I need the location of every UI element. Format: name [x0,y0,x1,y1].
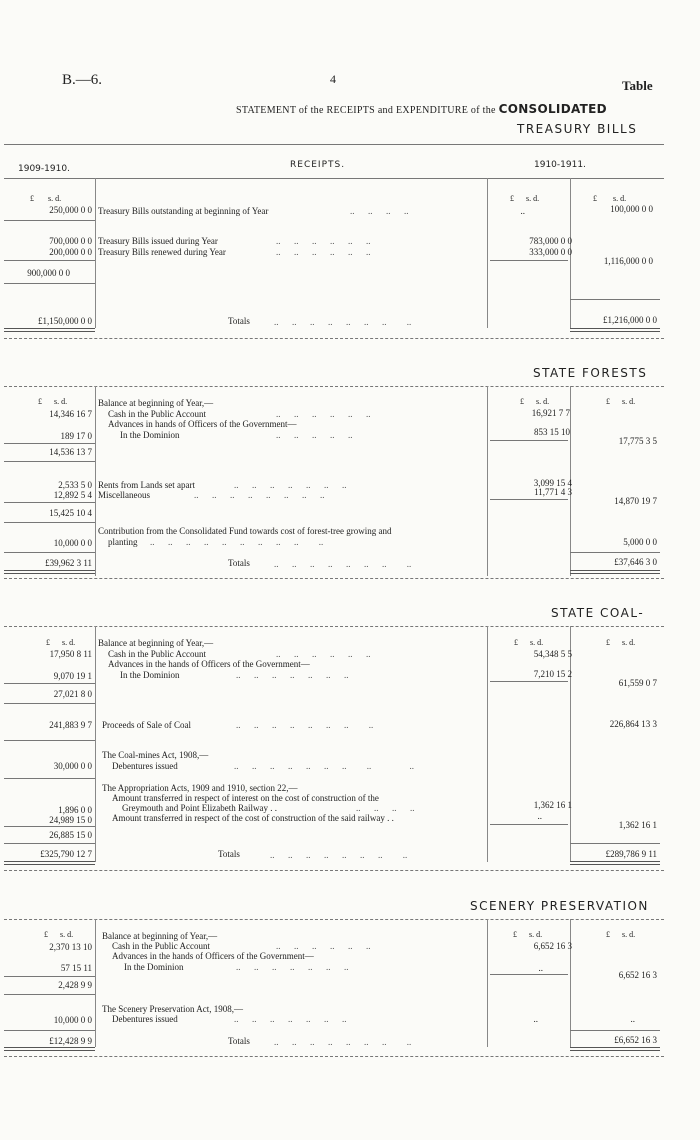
coal-dominion-label: In the Dominion [120,670,180,680]
forests-advances-label: Advances in hands of Officers of the Government— [108,419,297,429]
treasury-outstanding-sub: .. [520,206,525,216]
unit-total: £ s. d. [593,194,627,203]
treasury-outstanding-label: Treasury Bills outstanding at beginning of Year [98,206,269,216]
col-year-right: 1910-1911. [534,160,586,170]
scenery-totals-label: Totals [228,1036,250,1046]
treasury-totals-left: £1,150,000 0 0 [38,316,92,326]
coal-dominion-left: 9,070 19 1 [53,671,92,681]
scenery-cash-sub: 6,652 16 3 [533,941,572,951]
scenery-debentures-sub: .. [533,1014,538,1024]
treasury-renewed-left: 200,000 0 0 [49,247,92,257]
forests-contrib-label: Contribution from the Consolidated Fund towards cost of forest-tree growing and [98,526,392,536]
scenery-totals-left: £12,428 9 9 [49,1036,92,1046]
forests-totals-right: £37,646 3 0 [614,557,657,567]
scenery-balance-total: 6,652 16 3 [618,970,657,980]
coal-amt2-sub: .. [537,811,542,821]
scenery-dominion-label: In the Dominion [124,962,184,972]
statement-title [236,102,607,116]
coal-debentures-label: Debentures issued [112,761,178,771]
scenery-advances-label: Advances in the hands of Officers of the Government— [112,951,314,961]
coal-approp-total: 1,362 16 1 [618,820,657,830]
forests-rents-left: 2,533 5 0 [58,480,92,490]
forests-totals-label: Totals [228,558,250,568]
col-year-left: 1909-1910. [18,164,70,174]
forests-dominion-sub: 853 15 10 [534,427,570,437]
coal-debentures-left: 30,000 0 0 [53,761,92,771]
coal-balance-left-total: 27,021 8 0 [53,689,92,699]
forests-rents-total: 14,870 19 7 [614,496,657,506]
coal-balance-total: 61,559 0 7 [618,678,657,688]
coal-sale-label: Proceeds of Sale of Coal [102,720,191,730]
treasury-issued-label: Treasury Bills issued during Year [98,236,218,246]
forests-totals-left: £39,962 3 11 [45,558,92,568]
treasury-renewed-label: Treasury Bills renewed during Year [98,247,226,257]
forests-misc-label: Miscellaneous [98,490,150,500]
coal-amt1-left: 1,896 0 0 [58,805,92,815]
coal-approp-label: The Appropriation Acts, 1909 and 1910, section 22,— [102,783,298,793]
col-receipts: RECEIPTS. [290,160,346,170]
scenery-heading: SCENERY PRESERVATION [470,899,649,913]
treasury-issued-sub: 783,000 0 0 [529,236,572,246]
coal-totals-right: £289,786 9 11 [605,849,657,859]
treasury-heading: TREASURY BILLS [517,122,638,136]
unit-left: £ s. d. [30,194,62,203]
forests-dominion-label: In the Dominion [120,430,180,440]
scenery-totals-right: £6,652 16 3 [614,1035,657,1045]
coal-amt1-sub: 1,362 16 1 [533,800,572,810]
coal-cash-label: Cash in the Public Account [108,649,206,659]
scenery-cash-left: 2,370 13 10 [49,942,92,952]
treasury-issued-left-total: 900,000 0 0 [27,268,70,278]
scenery-cash-label: Cash in the Public Account [112,941,210,951]
coal-heading: STATE COAL- [551,606,645,620]
coal-amt1-label: Amount transferred in respect of interest on the cost of construction of the [112,793,379,803]
coal-sale-total: 226,864 13 3 [609,719,657,729]
forests-cash-left: 14,346 16 7 [49,409,92,419]
treasury-outstanding-total: 100,000 0 0 [610,204,653,214]
coal-cash-sub: 54,348 5 5 [533,649,572,659]
coal-totals-left: £325,790 12 7 [40,849,92,859]
page-number: 4 [330,72,336,86]
forests-misc-sub: 11,771 4 3 [534,487,572,497]
coal-totals-label: Totals [218,849,240,859]
scenery-debentures-left: 10,000 0 0 [53,1015,92,1025]
coal-act-label: The Coal-mines Act, 1908,— [102,750,209,760]
scenery-balance-label: Balance at beginning of Year,— [102,931,218,941]
forests-balance-label: Balance at beginning of Year,— [98,398,214,408]
scenery-balance-left-total: 2,428 9 9 [58,980,92,990]
dot-leader: .. .. .. .. [350,206,409,216]
forests-contrib-left: 10,000 0 0 [53,538,92,548]
statement-title-bold: CONSOLIDATED [498,102,607,116]
statement-title-prefix: STATEMENT of the RECEIPTS and EXPENDITURE of the [236,105,496,116]
coal-approp-left-total: 26,885 15 0 [49,830,92,840]
coal-amt1-label-2: Greymouth and Point Elizabeth Railway . . [122,803,277,813]
coal-amt2-label: Amount transferred in respect of the cost of construction of the said railway . . [112,813,394,823]
treasury-totals-label: Totals [228,316,250,326]
coal-cash-left: 17,950 8 11 [49,649,92,659]
forests-contrib-label-2: planting [108,537,138,547]
forests-dominion-left: 189 17 0 [60,431,92,441]
forests-misc-left: 12,892 5 4 [53,490,92,500]
forests-rents-label: Rents from Lands set apart [98,480,195,490]
forests-heading: STATE FORESTS [533,366,648,380]
forests-contrib-total: 5,000 0 0 [623,537,657,547]
scenery-debentures-label: Debentures issued [112,1014,178,1024]
table-corner-label: Table [622,78,653,93]
treasury-renewed-sub: 333,000 0 0 [529,247,572,257]
forests-rents-sub: 3,099 15 4 [533,478,572,488]
treasury-issued-total: 1,116,000 0 0 [603,256,653,266]
forests-balance-left-total: 14,536 13 7 [49,447,92,457]
coal-advances-label: Advances in the hands of Officers of the Government— [108,659,310,669]
coal-dominion-sub: 7,210 15 2 [533,669,572,679]
forests-rents-left-total: 15,425 10 4 [49,508,92,518]
scenery-debentures-total: .. [630,1014,635,1024]
coal-amt2-left: 24,989 15 0 [49,815,92,825]
treasury-totals-right: £1,216,000 0 0 [603,315,657,325]
coal-sale-left: 241,883 9 7 [49,720,92,730]
unit-sub: £ s. d. [510,194,540,203]
scenery-dominion-left: 57 15 11 [60,963,92,973]
forests-cash-label: Cash in the Public Account [108,409,206,419]
treasury-issued-left: 700,000 0 0 [49,236,92,246]
scenery-dominion-sub: .. [538,963,543,973]
scenery-act-label: The Scenery Preservation Act, 1908,— [102,1004,243,1014]
page-ref: B.—6. [62,72,103,88]
treasury-outstanding-left: 250,000 0 0 [49,205,92,215]
forests-cash-sub: 16,921 7 7 [531,408,570,418]
forests-balance-total: 17,775 3 5 [618,436,657,446]
coal-balance-label: Balance at beginning of Year,— [98,638,214,648]
